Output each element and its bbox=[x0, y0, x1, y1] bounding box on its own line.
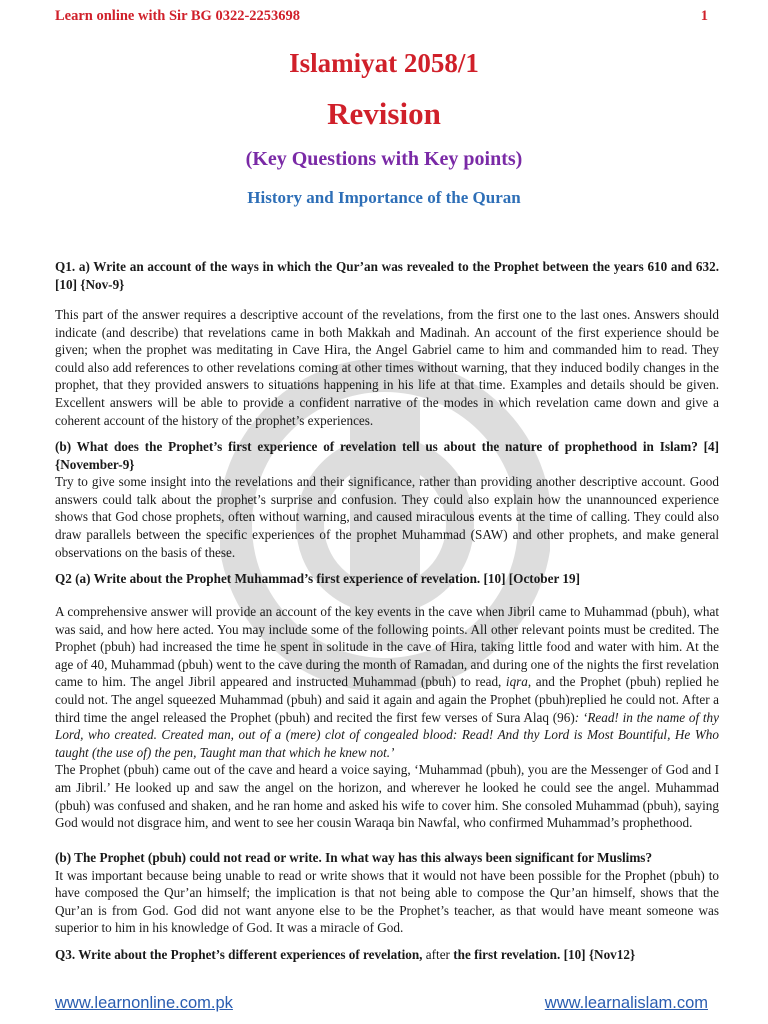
q1a-answer-block bbox=[55, 306, 719, 429]
q2a-answer-part2: , and the Prophet (pbuh) replied he could not. The angel squeezed Muhammad (pbuh) and said it again and again the Prophet (pbuh)replied he could not. After a third time the angel released the Prophet (pbuh) and recited the first few verses of Sura Alaq (96) bbox=[55, 674, 719, 725]
q2a-answer-iqra: iqra bbox=[505, 674, 528, 690]
footer-link-learnalislam[interactable]: www.learnalislam.com bbox=[544, 994, 708, 1012]
q2a-question: Q2 (a) Write about the Prophet Muhammad’s first experience of revelation. [10] [October 19] bbox=[55, 571, 580, 586]
page-header bbox=[55, 8, 708, 25]
q1a-question: Q1. a) Write an account of the ways in which the Qur’an was revealed to the Prophet between the years 610 and 632. [10] {Nov-9} bbox=[55, 259, 719, 292]
header-contact: Learn online with Sir BG 0322-2253698 bbox=[55, 8, 301, 24]
q1b-question: (b) What does the Prophet’s first experience of revelation tell us about the nature of prophethood in Islam? [4] {November-9} bbox=[55, 439, 719, 472]
q1b-answer: Try to give some insight into the revelations and their significance, rather than providing another descriptive account. Good answers could talk about the prophet’s surprise and confusion. They could also explain how the unannounced experience shows that God chose prophets, often without warning, and caused miraculous events at the time of calling. They could also draw parallels between the specific experiences of the prophet Muhammad (SAW) and other prophets, and make general observations on the basis of these. bbox=[55, 474, 719, 560]
q1a-answer: This part of the answer requires a descriptive account of the revelations, from the first one to the last ones. Answers should indicate (and describe) that revelations came in both Makkah and Madinah. An account of the first experience should be given; when the prophet was meditating in Cave Hira, the Angel Gabriel came to him and commanded him to read. They could also add references to other revelations coming at other times without warning, that they induced bodily changes in the prophet, that they provided answers to situations happening in his life at that time. Examples and details should be given. Excellent answers will be able to provide a confident narrative of the modes in which revelation came down and give a coherent account of the history of the prophet’s experiences. bbox=[55, 307, 719, 428]
q3-question bbox=[55, 946, 719, 964]
q2a-answer-block bbox=[55, 603, 719, 832]
subtitle-heading: (Key Questions with Key points) bbox=[245, 148, 523, 170]
q2b-block bbox=[55, 849, 719, 937]
q1b-block bbox=[55, 438, 719, 561]
q1a-block bbox=[55, 258, 719, 293]
q2a-answer-part1: A comprehensive answer will provide an account of the key events in the cave when Jibril came to Muhammad (pbuh), what was said, and how here acted. You may include some of the following points. All other relevant points must be credited. The Prophet (pbuh) had increased the time he spent in solitude in the cave of Hira, taking little food and water with him. At the age of 40, Muhammad (pbuh) went to the cave during the month of Ramadan, and during one of the nights the first revelation came to him. The angel Jibril appeared and instructed Muhammad (pbuh) to read, bbox=[55, 604, 719, 690]
q2b-question: (b) The Prophet (pbuh) could not read or write. In what way has this always been significant for Muslims? bbox=[55, 850, 653, 865]
page-number: 1 bbox=[700, 8, 708, 24]
q3-question-part1: Q3. Write about the Prophet’s different experiences of revelation, bbox=[55, 947, 423, 962]
q2b-answer: It was important because being unable to read or write shows that it would not have been possible for the Prophet (pbuh) to have composed the Qur’an himself; the implication is that not being able to compose the Qur’an himself, shows that the Qur’an is from God. God did not want anyone else to be the Prophet’s teacher, as that would have meant someone was superior to him in his knowledge of God. It was a miracle of God. bbox=[55, 867, 719, 936]
document-title: Islamiyat 2058/1 bbox=[289, 48, 479, 78]
topic-heading: History and Importance of the Quran bbox=[247, 188, 521, 207]
revision-heading: Revision bbox=[327, 96, 441, 131]
q3-question-part2: after bbox=[422, 947, 450, 962]
q3-block bbox=[55, 946, 719, 964]
q2a-answer-part3: The Prophet (pbuh) came out of the cave and heard a voice saying, ‘Muhammad (pbuh), you are the Messenger of God and I am Jibril.’ He looked up and saw the angel on the horizon, and wherever he looked he could see the angel. Muhammad (pbuh) was confused and shaken, and he ran home and asked his wife to cover him. She consoled Muhammad (pbuh), saying God would not disgrace him, and went to see her cousin Waraqa bin Nawfal, who confirmed Muhammad’s prophethood. bbox=[55, 762, 719, 831]
q2a-block bbox=[55, 570, 719, 588]
q2a-quran-quote: : ‘Read! in the name of thy Lord, who created. Created man, out of a (mere) clot of congealed blood: Read! And thy Lord is Most Bountiful, He Who taught (the use of) the pen, Taught man that which he knew not.’ bbox=[55, 709, 720, 760]
q2a-answer-paragraph bbox=[55, 603, 719, 761]
footer-link-learnonline[interactable]: www.learnonline.com.pk bbox=[55, 994, 233, 1012]
q3-question-part3: the first revelation. [10] {Nov12} bbox=[449, 947, 636, 962]
